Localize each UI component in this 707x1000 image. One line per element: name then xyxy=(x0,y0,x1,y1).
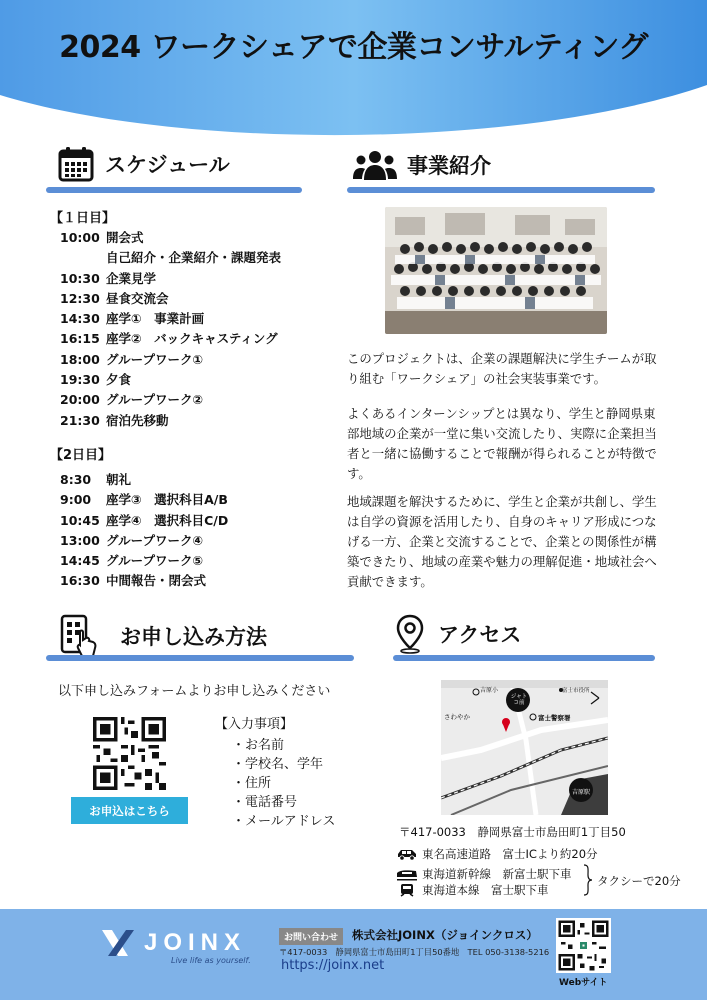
route-shinkansen xyxy=(396,866,572,882)
day2-schedule xyxy=(60,470,228,592)
apply-intro: 以下申し込みフォームよりお申し込みください xyxy=(58,684,331,699)
joinx-logo-mark xyxy=(100,928,136,958)
calendar-icon xyxy=(57,145,95,183)
apply-qr-code[interactable] xyxy=(93,717,166,790)
schedule-row: 10:45 座学④ 選択科目C/D xyxy=(60,512,229,528)
map-label-jyatoko: ジャトコ前 xyxy=(510,694,528,706)
field-item: ・電話番号 xyxy=(232,795,298,810)
company-name: 株式会社JOINX（ジョインクロス） xyxy=(352,928,538,942)
schedule-title: スケジュール xyxy=(105,153,230,177)
schedule-row: 10:30 企業見学 xyxy=(60,270,157,286)
day2-label: 【2日目】 xyxy=(50,448,112,463)
route-train-text: 東海道本線 富士駅下車 xyxy=(422,883,549,897)
joinx-logo xyxy=(100,928,246,958)
business-paragraph-2: よくあるインターンシップとは異なり、学生と静岡県東部地域の企業が一堂に集い交流したり、実際に企業担当者と一緒に協働することで報酬が得られることが特徴です。 xyxy=(347,406,657,481)
schedule-row: 8:30 朝礼 xyxy=(60,472,132,487)
day1-schedule xyxy=(60,228,281,431)
schedule-row: 18:00 グループワーク① xyxy=(60,351,204,367)
apply-title: お申し込み方法 xyxy=(120,625,267,649)
website-qr-code[interactable] xyxy=(556,918,611,973)
schedule-row: 12:30 昼食交流会 xyxy=(60,290,169,306)
schedule-row: 16:15 座学② バックキャスティング xyxy=(60,331,278,347)
group-photo-illustration xyxy=(385,207,607,334)
business-paragraph-3: 地域課題を解決するために、学生と企業が共創し、学生は自学の資源を活用したり、自身のキャリア形成につなげる一方、企業と交流することで、企業との関係性が構築できたり、地域の産業や魅力の理解促進・地域社会へ貢献できます。 xyxy=(347,494,657,589)
route-train xyxy=(396,882,549,898)
apply-button[interactable]: お申込はこちら xyxy=(71,797,188,824)
website-label: Webサイト xyxy=(559,978,608,988)
schedule-row: 14:45 グループワーク⑤ xyxy=(60,553,204,569)
bracket-icon xyxy=(582,863,594,897)
access-address: 〒417-0033 静岡県富士市島田町1丁目50 xyxy=(399,825,626,839)
shinkansen-icon xyxy=(396,867,418,881)
business-heading xyxy=(353,149,491,181)
route-car xyxy=(396,846,598,862)
taxi-note: タクシーで20分 xyxy=(597,874,681,888)
schedule-row: 16:30 中間報告・閉会式 xyxy=(60,573,207,589)
field-item: ・メールアドレス xyxy=(232,814,336,829)
fields-heading: 【入力事項】 xyxy=(215,717,294,732)
schedule-row: 9:00 座学③ 選択科目A/B xyxy=(60,492,228,508)
schedule-row: 19:30 夕食 xyxy=(60,372,132,388)
map-label-sawayaka: さわやか xyxy=(444,713,470,721)
schedule-row: 自己紹介・企業紹介・課題発表 xyxy=(106,250,282,266)
qr-code-graphic xyxy=(556,918,611,973)
business-title: 事業紹介 xyxy=(407,154,491,178)
apply-underline xyxy=(46,655,354,665)
people-group-icon xyxy=(353,149,397,181)
schedule-row: 10:00 開会式 xyxy=(60,230,144,245)
business-paragraph-1: このプロジェクトは、企業の課題解決に学生チームが取り組む「ワークシェア」の社会実装事業です。 xyxy=(347,351,657,386)
field-item: ・お名前 xyxy=(232,738,285,753)
access-heading xyxy=(396,614,521,654)
access-underline xyxy=(393,655,655,665)
qr-code-graphic xyxy=(93,717,166,790)
map-pin-icon xyxy=(396,614,424,654)
logo-word: JOINX xyxy=(144,929,247,956)
field-item: ・学校名、学年 xyxy=(232,757,324,772)
schedule-heading xyxy=(57,145,230,183)
page-title: 2024 ワークシェアで企業コンサルティング xyxy=(59,30,648,65)
apply-heading xyxy=(60,614,267,658)
access-map[interactable] xyxy=(441,680,608,815)
tablet-touch-icon xyxy=(60,614,98,658)
train-icon xyxy=(396,883,418,897)
map-label-police: 富士警察署 xyxy=(538,714,571,722)
schedule-row: 14:30 座学① 事業計画 xyxy=(60,311,205,327)
input-fields-list xyxy=(215,715,335,831)
field-item: ・住所 xyxy=(232,776,272,791)
schedule-underline xyxy=(46,187,302,197)
access-title: アクセス xyxy=(438,623,522,647)
business-underline xyxy=(347,187,655,197)
day1-label: 【１日目】 xyxy=(50,211,116,226)
schedule-row: 21:30 宿泊先移動 xyxy=(60,412,169,428)
route-shinkansen-text: 東海道新幹線 新富士駅下車 xyxy=(422,867,572,881)
car-icon xyxy=(396,847,418,861)
footer-address: 〒417-0033 静岡県富士市島田町1丁目50番地 TEL 050-3138-5216 xyxy=(279,947,550,957)
group-photo xyxy=(385,207,607,334)
map-label-fuji-office: 富士市役所 xyxy=(562,688,590,694)
schedule-row: 20:00 グループワーク② xyxy=(60,392,204,408)
logo-tagline: Live life as yourself. xyxy=(171,956,251,965)
route-car-text: 東名高速道路 富士ICより約20分 xyxy=(422,847,598,861)
map-label-station: 吉原駅 xyxy=(572,789,591,796)
contact-tag: お問い合わせ xyxy=(279,928,343,945)
map-label-yoshiwara-elem: 吉原小 xyxy=(480,687,499,694)
website-link[interactable]: https://joinx.net xyxy=(281,958,385,973)
schedule-row: 13:00 グループワーク④ xyxy=(60,532,204,548)
